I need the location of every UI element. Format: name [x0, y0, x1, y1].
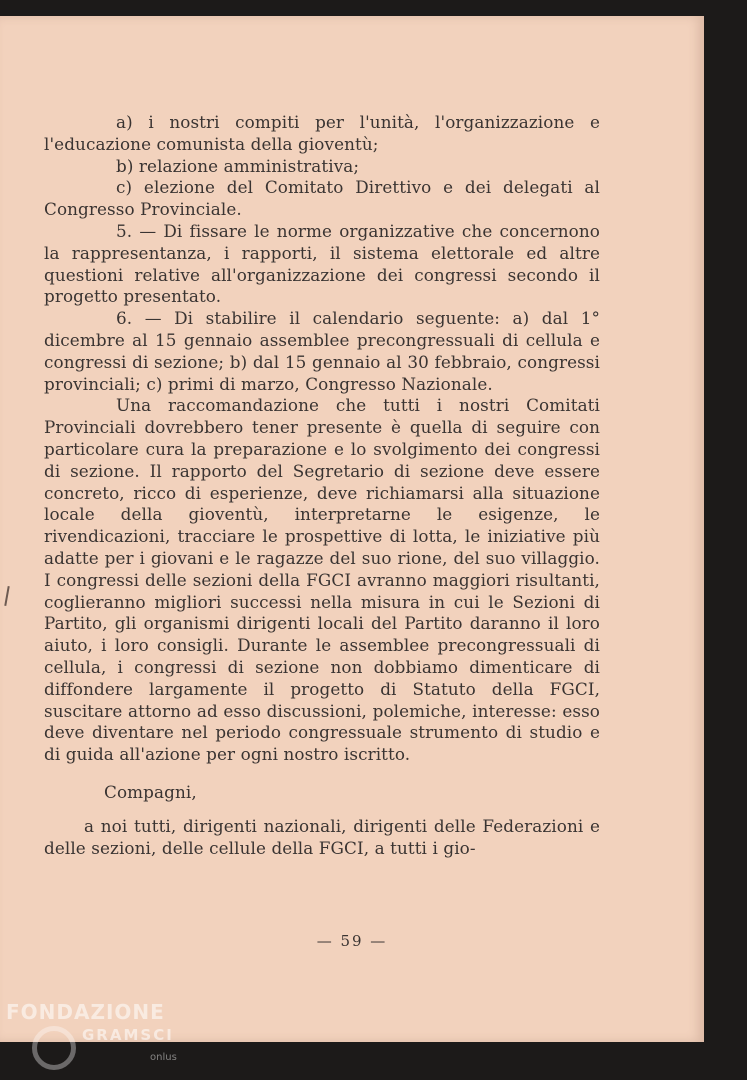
paragraph-salutation: Compagni,: [104, 781, 197, 802]
document-page: [0, 16, 704, 1042]
watermark-line2: GRAMSCI: [82, 1026, 174, 1044]
paragraph-item-b: b) relazione amministrativa;: [116, 155, 360, 176]
body-text: [44, 112, 600, 859]
paragraph-recommendation: Una raccomandazione che tutti i nostri Comitati Provinciali dovrebbero tener presente è quella di seguire con particolare cura la preparazione e lo svolgimento dei congressi di sezione. Il rapporto del Segretario di sezione deve essere concreto, ricco di esperienze, deve richiamarsi alla situazione locale della gioventù, interpretarne le esigenze, le rivendicazioni, tracciare le prospettive di lotta, le iniziative più adatte per i giovani e le ragazze del suo rione, del suo villaggio. I congressi delle sezioni della FGCI avranno maggiori risultanti, coglieranno migliori successi nella misura in cui le Sezioni di Partito, gli organismi dirigenti locali del Partito daranno il loro aiuto, i loro consigli. Durante le assemblee precongressuali di cellula, i congressi di sezione non dobbiamo dimenticare di diffondere largamente il progetto di Statuto della FGCI, suscitare attorno ad esso discussioni, polemiche, interesse: esso deve diventare nel periodo congressuale strumento di studio e di guida all'azione per ogni nostro iscritto.: [44, 395, 600, 765]
paragraph-closing: a noi tutti, dirigenti nazionali, dirigenti delle Federazioni e delle sezioni, delle cellule della FGCI, a tutti i gio-: [44, 815, 600, 858]
page-number: — 59 —: [316, 932, 388, 950]
paragraph-item-c: c) elezione del Comitato Direttivo e dei delegati al Congresso Provinciale.: [44, 177, 600, 220]
watermark-line3: onlus: [150, 1052, 177, 1063]
paragraph-point-5: 5. — Di fissare le norme organizzative che concernono la rappresentanza, i rapporti, il sistema elettorale ed altre questioni relative all'organizzazione dei congressi secondo il progetto presentato.: [44, 220, 600, 307]
paragraph-item-a: a) i nostri compiti per l'unità, l'organizzazione e l'educazione comunista della gioventù;: [44, 112, 600, 154]
watermark-logo-icon: [32, 1026, 76, 1070]
margin-mark: [4, 586, 9, 606]
paragraph-point-6: 6. — Di stabilire il calendario seguente: a) dal 1° dicembre al 15 gennaio assemblee precongressuali di cellula e congressi di sezione; b) dal 15 gennaio al 30 febbraio, congressi provinciali; c) primi di marzo, Congresso Nazionale.: [44, 308, 600, 394]
watermark-line1: FONDAZIONE: [6, 1000, 165, 1024]
fondazione-gramsci-watermark: [6, 998, 206, 1078]
